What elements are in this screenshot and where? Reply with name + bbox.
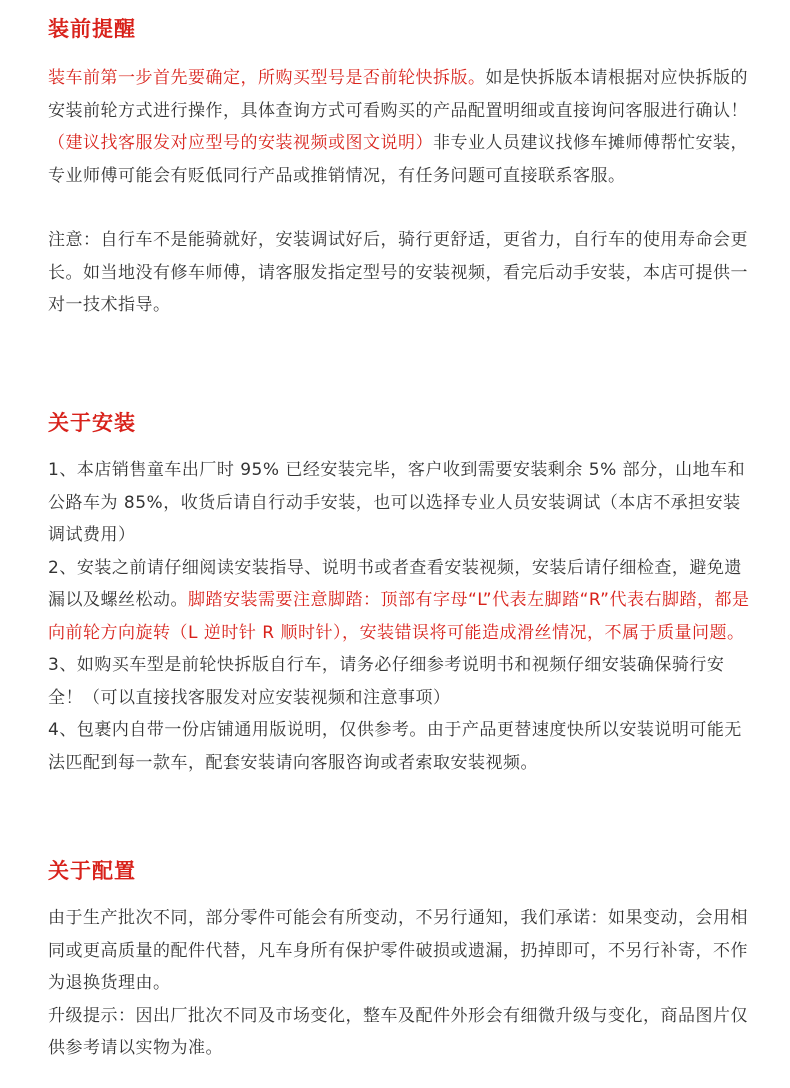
pedal-install-warning: 脚踏安装需要注意脚踏：顶部有字母“L”代表左脚踏“R”代表右脚踏，都是向前轮方向旋转（L 逆时针 R 顺时针），安装错误将可能造成滑丝情况，不属于质量问题。 [48,590,750,643]
install-item-3: 3、如购买车型是前轮快拆版自行车，请务必仔细参考说明书和视频仔细安装确保骑行安全！（可以直接找客服发对应安装视频和注意事项） [48,655,725,708]
upgrade-notice: 升级提示：因出厂批次不同及市场变化，整车及配件外形会有细微升级与变化，商品图片仅供参考请以实物为准。 [48,1005,748,1058]
section-about-installation [48,408,758,779]
section-pre-install-reminder [48,14,758,322]
config-paragraph: 由于生产批次不同，部分零件可能会有所变动，不另行通知，我们承诺：如果变动，会用相同或更高质量的配件代替，凡车身所有保护零件破损或遗漏，扔掉即可，不另行补寄，不作为退换货理由。 [48,908,748,993]
note-paragraph: 注意：自行车不是能骑就好，安装调试好后，骑行更舒适，更省力，自行车的使用寿命会更长。如当地没有修车师傅，请客服发指定型号的安装视频，看完后动手安装，本店可提供一对一技术指导。 [48,230,748,315]
front-wheel-check-warning: 装车前第一步首先要确定，所购买型号是否前轮快拆版。 [48,68,486,88]
section-about-configuration [48,856,758,1065]
mechanic-advice: 非专业人员建议找修车摊师傅帮忙安装，专业师傅可能会有贬低同行产品或推销情况，有任务问题可直接联系客服。 [48,133,748,186]
install-item-2-text: 2、安装之前请仔细阅读安装指导、说明书或者查看安装视频，安装后请仔细检查，避免遗漏以及螺丝松动。 [48,557,742,610]
install-item-1: 1、本店销售童车出厂时 95% 已经安装完毕，客户收到需要安装剩余 5% 部分，山地车和公路车为 85%，收货后请自行动手安装，也可以选择专业人员安装调试（本店不承担安装调试费用） [48,460,746,545]
section-title-configuration: 关于配置 [48,859,136,883]
pre-install-paragraph [48,62,758,192]
section-title-pre-install: 装前提醒 [48,17,136,41]
install-item-2 [48,552,758,650]
video-suggestion: （建议找客服发对应型号的安装视频或图文说明） [48,133,433,153]
install-item-4: 4、包裹内自带一份店铺通用版说明，仅供参考。由于产品更替速度快所以安装说明可能无法匹配到每一款车，配套安装请向客服咨询或者索取安装视频。 [48,720,742,773]
quick-release-instructions: 如是快拆版本请根据对应快拆版的安装前轮方式进行操作，具体查询方式可看购买的产品配置明细或直接询问客服进行确认！ [48,68,748,121]
section-title-installation: 关于安装 [48,411,136,435]
